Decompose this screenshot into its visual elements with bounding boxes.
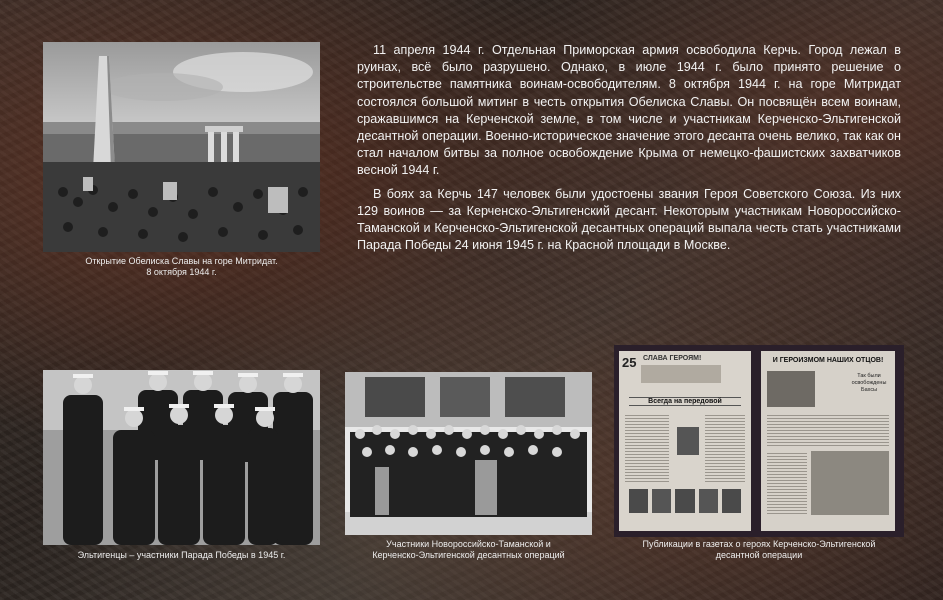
- sailors-caption-text: Эльтигенцы – участники Парада Победы в 1945 г.: [77, 550, 286, 560]
- newspapers-caption: [614, 539, 904, 561]
- portrait: [675, 489, 694, 513]
- newspapers-photo: [614, 345, 904, 537]
- obelisk-caption: [43, 256, 320, 278]
- newspaper-right-illustration: [811, 451, 889, 515]
- paragraph-1: 11 апреля 1944 г. Отдельная Приморская армия освободила Керчь. Город лежал в руинах, всё было разрушено. Однако, в июле 1944 г. было принято решение о строительстве памятника воинам-освободителям. 8 октября 1944 г. на горе Митридат состоялся большой митинг в честь открытия Обелиска Славы. Он посвящён всем воинам, сражавшимся на Керченской земле, в том числе и участникам Керченско-Эльтигенской десантной операции. Военно-историческое значение этого десанта очень велико, так как он стал началом битвы за полное освобождение Крыма от немецко-фашистских захватчиков весной 1944 г.: [357, 43, 901, 178]
- newspaper-left-logo: [641, 365, 721, 383]
- newspaper-left-text-block: [625, 413, 669, 483]
- paragraph-2: В боях за Керчь 147 человек были удостоены звания Героя Советского Союза. Из них 129 воинов — за Керченско-Эльтигенский десант. Некоторым участникам Новороссийско-Таманской и Керченско-Эльтигенской десантных операций выпала честь стать участниками Парада Победы 24 июня 1945 г. на Красной площади в Москве.: [357, 186, 901, 253]
- obelisk-caption-line2: 8 октября 1944 г.: [146, 267, 217, 277]
- newspaper-right-text-block: [767, 413, 889, 447]
- newspapers-caption-line1: Публикации в газетах о героях Керченско-Эльтигенской: [642, 539, 876, 549]
- portrait: [699, 489, 718, 513]
- newspaper-left-banner: Всегда на передовой: [629, 397, 741, 406]
- newspaper-left-text-block-2: [705, 413, 745, 483]
- newspaper-right: [761, 351, 895, 531]
- newspaper-left-number: 25: [622, 355, 637, 370]
- newspaper-left-portrait: [677, 427, 699, 455]
- newspaper-left-masthead: СЛАВА ГЕРОЯМ!: [643, 355, 702, 362]
- obelisk-opening-photo: [43, 42, 320, 252]
- veterans-group-photo: [345, 372, 592, 535]
- newspapers-caption-line2: десантной операции: [715, 550, 803, 560]
- group-caption: [345, 539, 592, 561]
- sailors-caption: [43, 550, 320, 561]
- newspaper-right-photo: [767, 371, 815, 407]
- portrait: [652, 489, 671, 513]
- newspaper-right-headline: И ГЕРОИЗМОМ НАШИХ ОТЦОВ!: [772, 357, 884, 364]
- newspaper-left: [619, 351, 751, 531]
- portrait: [629, 489, 648, 513]
- main-text: [357, 42, 901, 260]
- newspaper-left-portrait-row: [629, 489, 741, 513]
- obelisk-caption-line1: Открытие Обелиска Славы на горе Митридат.: [85, 256, 278, 266]
- newspaper-right-text-block-2: [767, 451, 807, 515]
- group-caption-line2: Керченско-Эльтигенской десантных операций: [372, 550, 565, 560]
- newspaper-right-sub: Так были освобождены Бахсы: [851, 373, 887, 393]
- group-caption-line1: Участники Новороссийско-Таманской и: [386, 539, 551, 549]
- sailors-photo: [43, 370, 320, 545]
- portrait: [722, 489, 741, 513]
